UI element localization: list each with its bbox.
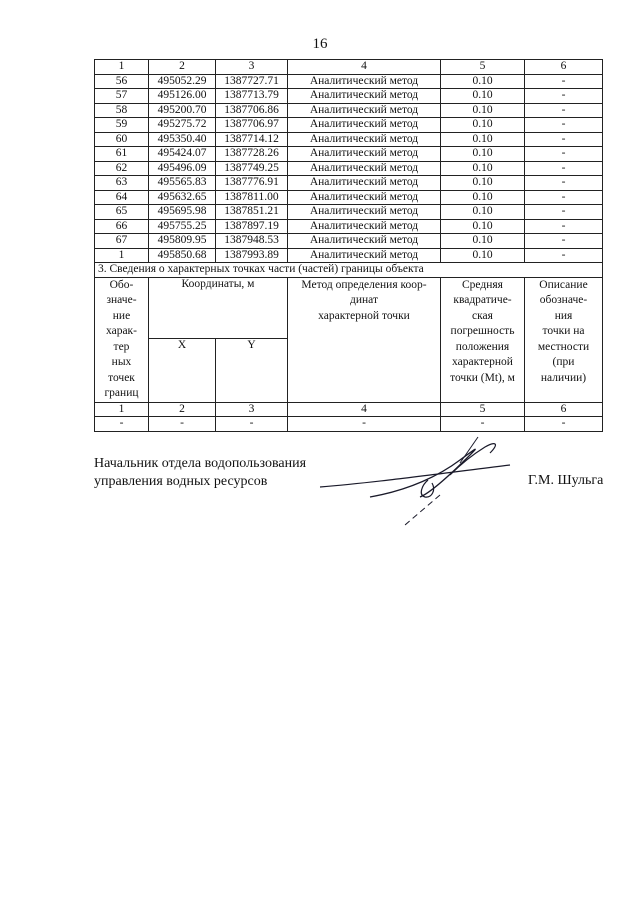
table-cell: 1387897.19 — [216, 219, 288, 234]
table-cell: - — [525, 118, 603, 133]
empty-cell: - — [288, 417, 441, 432]
error-line: ская — [472, 309, 493, 322]
column-number: 4 — [288, 402, 441, 417]
table-row — [95, 234, 603, 249]
designation-line: ных — [111, 356, 132, 368]
signer-name: Г.М. Шульга — [528, 473, 604, 488]
table-cell: 1387713.79 — [216, 89, 288, 104]
table-cell: 1387993.89 — [216, 248, 288, 263]
position-line-1: Начальник отдела водопользования — [94, 456, 307, 471]
table-cell: 0.10 — [441, 118, 525, 133]
handwritten-signature — [310, 435, 520, 535]
table-cell: 0.10 — [441, 190, 525, 205]
table-cell: 0.10 — [441, 219, 525, 234]
table-cell: 495126.00 — [149, 89, 216, 104]
table-row — [95, 161, 603, 176]
table-cell: - — [525, 219, 603, 234]
table-cell: 62 — [95, 161, 149, 176]
table-cell: Аналитический метод — [288, 190, 441, 205]
table-cell: Аналитический метод — [288, 219, 441, 234]
column-number: 5 — [441, 402, 525, 417]
header-cell: 5 — [441, 60, 525, 75]
table-cell: - — [525, 234, 603, 249]
position-line-2: управления водных ресурсов — [94, 474, 268, 489]
table-header-row — [95, 60, 603, 75]
table-cell: 0.10 — [441, 132, 525, 147]
table-cell: 495632.65 — [149, 190, 216, 205]
table-cell: Аналитический метод — [288, 248, 441, 263]
table-cell: 0.10 — [441, 176, 525, 191]
description-line: местности — [537, 340, 590, 353]
table-cell: 495695.98 — [149, 205, 216, 220]
designation-line: границ — [104, 387, 139, 399]
table-cell: 1387851.21 — [216, 205, 288, 220]
section-header-row-1 — [95, 277, 603, 338]
table-cell: 1387776.91 — [216, 176, 288, 191]
section-numbers-row — [95, 402, 603, 417]
table-cell: 495424.07 — [149, 147, 216, 162]
table-cell: Аналитический метод — [288, 118, 441, 133]
table-cell: - — [525, 103, 603, 118]
description-line: обозначе- — [539, 294, 588, 306]
table-cell: 495350.40 — [149, 132, 216, 147]
description-header — [525, 277, 603, 402]
table-cell: 0.10 — [441, 89, 525, 104]
table-row — [95, 132, 603, 147]
table-cell: 0.10 — [441, 161, 525, 176]
table-row — [95, 118, 603, 133]
table-cell: 60 — [95, 132, 149, 147]
table-cell: Аналитический метод — [288, 234, 441, 249]
table-cell: 61 — [95, 147, 149, 162]
table-row — [95, 74, 603, 89]
description-line: (при — [552, 356, 575, 368]
error-line: квадратиче- — [453, 294, 512, 306]
error-header — [441, 277, 525, 402]
table-cell: Аналитический метод — [288, 89, 441, 104]
table-cell: 1 — [95, 248, 149, 263]
coordinates-header: Координаты, м — [149, 277, 288, 338]
table-cell: 0.10 — [441, 74, 525, 89]
table-cell: 1387706.97 — [216, 118, 288, 133]
designation-line: тер — [113, 340, 130, 353]
table-cell: 1387714.12 — [216, 132, 288, 147]
designation-line: Обо- — [109, 278, 134, 291]
table-cell: 495496.09 — [149, 161, 216, 176]
table-cell: 1387948.53 — [216, 234, 288, 249]
signer-position — [94, 455, 306, 491]
table-cell: 1387749.25 — [216, 161, 288, 176]
column-number: 3 — [216, 402, 288, 417]
table-cell: Аналитический метод — [288, 74, 441, 89]
table-cell: - — [525, 89, 603, 104]
table-cell: 58 — [95, 103, 149, 118]
table-cell: - — [525, 147, 603, 162]
error-line: Средняя — [462, 278, 503, 291]
table-cell: - — [525, 132, 603, 147]
table-row — [95, 147, 603, 162]
table-cell: 0.10 — [441, 103, 525, 118]
x-header: X — [149, 338, 216, 402]
table-cell: - — [525, 190, 603, 205]
table-cell: 495755.25 — [149, 219, 216, 234]
table-cell: - — [525, 248, 603, 263]
error-line: погрешность — [450, 325, 515, 337]
table-row — [95, 176, 603, 191]
table-cell: 67 — [95, 234, 149, 249]
table-row — [95, 103, 603, 118]
designation-header — [95, 277, 149, 402]
table-cell: 0.10 — [441, 234, 525, 249]
table-cell: Аналитический метод — [288, 161, 441, 176]
table-cell: 59 — [95, 118, 149, 133]
table-cell: 56 — [95, 74, 149, 89]
empty-cell: - — [95, 417, 149, 432]
designation-line: значе- — [106, 294, 137, 306]
header-cell: 2 — [149, 60, 216, 75]
table-row — [95, 190, 603, 205]
table-row — [95, 219, 603, 234]
description-line: ния — [554, 309, 573, 322]
header-cell: 1 — [95, 60, 149, 75]
header-cell: 6 — [525, 60, 603, 75]
page-number: 16 — [312, 36, 328, 52]
method-line: характерной точки — [318, 309, 410, 322]
table-cell: - — [525, 161, 603, 176]
column-number: 2 — [149, 402, 216, 417]
table-cell: Аналитический метод — [288, 132, 441, 147]
table-cell: Аналитический метод — [288, 147, 441, 162]
coordinates-table — [94, 59, 603, 432]
table-cell: 1387728.26 — [216, 147, 288, 162]
empty-cell: - — [525, 417, 603, 432]
table-cell: - — [525, 205, 603, 220]
table-cell: Аналитический метод — [288, 176, 441, 191]
description-line: Описание — [539, 278, 588, 291]
error-line: положения — [455, 340, 510, 353]
empty-cell: - — [149, 417, 216, 432]
table-cell: 63 — [95, 176, 149, 191]
table-row — [95, 205, 603, 220]
description-line: наличии) — [540, 371, 587, 384]
table-cell: Аналитический метод — [288, 205, 441, 220]
table-cell: 495200.70 — [149, 103, 216, 118]
table-cell: 0.10 — [441, 147, 525, 162]
table-cell: 0.10 — [441, 248, 525, 263]
designation-line: ние — [112, 309, 131, 322]
column-number: 6 — [525, 402, 603, 417]
table-cell: 495565.83 — [149, 176, 216, 191]
section-title-row — [95, 263, 603, 278]
header-cell: 3 — [216, 60, 288, 75]
designation-line: харак- — [106, 325, 137, 337]
empty-cell: - — [216, 417, 288, 432]
y-header: Y — [216, 338, 288, 402]
table-cell: 495275.72 — [149, 118, 216, 133]
section-3-title: 3. Сведения о характерных точках части (частей) границы объекта — [95, 263, 603, 278]
table-cell: 495809.95 — [149, 234, 216, 249]
table-cell: 64 — [95, 190, 149, 205]
table-cell: 1387811.00 — [216, 190, 288, 205]
table-cell: 66 — [95, 219, 149, 234]
method-header — [288, 277, 441, 402]
column-number: 1 — [95, 402, 149, 417]
table-cell: 1387727.71 — [216, 74, 288, 89]
method-line: динат — [350, 294, 378, 306]
table-cell: - — [525, 176, 603, 191]
table-cell: 495052.29 — [149, 74, 216, 89]
table-row — [95, 248, 603, 263]
error-line: характерной — [452, 356, 513, 368]
table-cell: 57 — [95, 89, 149, 104]
table-cell: 495850.68 — [149, 248, 216, 263]
table-cell: 1387706.86 — [216, 103, 288, 118]
table-cell: - — [525, 74, 603, 89]
section-empty-row — [95, 417, 603, 432]
empty-cell: - — [441, 417, 525, 432]
error-line: точки (Mt), м — [450, 371, 515, 384]
table-cell: 65 — [95, 205, 149, 220]
table-cell: Аналитический метод — [288, 103, 441, 118]
designation-line: точек — [108, 371, 135, 384]
method-line: Метод определения коор- — [301, 278, 427, 291]
table-row — [95, 89, 603, 104]
table-cell: 0.10 — [441, 205, 525, 220]
header-cell: 4 — [288, 60, 441, 75]
description-line: точки на — [542, 325, 585, 337]
